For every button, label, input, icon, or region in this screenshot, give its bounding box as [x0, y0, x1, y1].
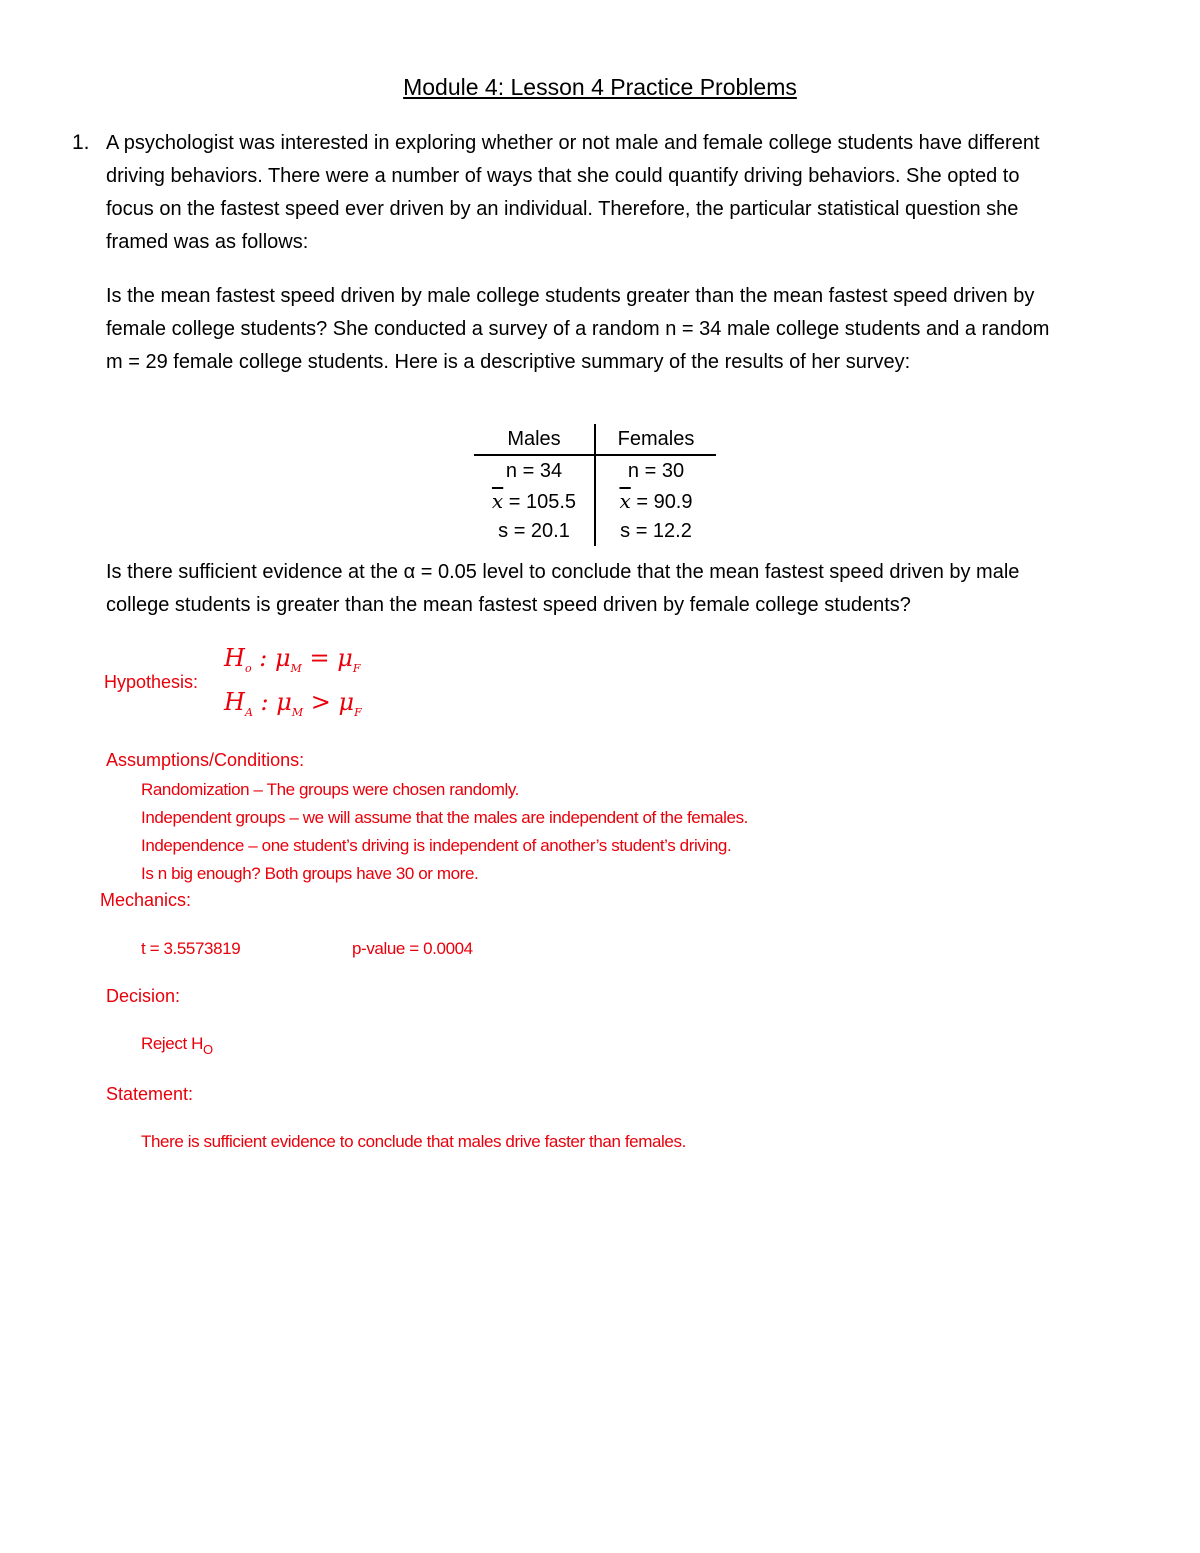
females-mean-value: = 90.9 — [636, 490, 693, 513]
h-subscript: o — [244, 662, 252, 675]
colon: : — [259, 644, 268, 672]
males-mean-value: = 105.5 — [508, 490, 577, 513]
males-sd: s = 20.1 — [474, 516, 595, 546]
colon: : — [260, 688, 269, 716]
null-hypothesis — [224, 644, 360, 675]
males-n: n = 34 — [474, 455, 595, 486]
evidence-line: college students is greater than the mean fastest speed driven by female college students? — [106, 594, 911, 616]
decision-label: Decision: — [106, 986, 181, 1006]
females-sd: s = 12.2 — [620, 519, 692, 542]
assumptions-label: Assumptions/Conditions: — [106, 750, 305, 770]
header-males: Males — [474, 424, 595, 455]
question-line: m = 29 female college students. Here is a descriptive summary of the results of her survey: — [106, 351, 911, 373]
decision-value: Reject H — [141, 1034, 203, 1053]
decision-text — [141, 1034, 213, 1057]
problem-intro — [106, 127, 1040, 259]
intro-line: A psychologist was interested in exploring whether or not male and female college students have different — [106, 132, 1040, 154]
xbar-symbol: $\overline{x}$ — [619, 488, 631, 513]
header-females: Females — [595, 424, 716, 455]
assumptions-list — [141, 776, 748, 888]
page-title: Module 4: Lesson 4 Practice Problems — [403, 74, 797, 100]
intro-line: driving behaviors. There were a number of ways that she could quantify driving behaviors. She opted to — [106, 165, 1020, 187]
females-mean — [595, 486, 716, 516]
question-line: Is the mean fastest speed driven by male college students greater than the mean fastest speed driven by — [106, 285, 1035, 307]
males-mean — [474, 486, 595, 516]
intro-line: focus on the fastest speed ever driven by an individual. Therefore, the particular statistical question she — [106, 198, 1019, 220]
evidence-line: Is there sufficient evidence at the α = 0.05 level to conclude that the mean fastest speed driven by male — [106, 561, 1020, 583]
hypothesis-label: Hypothesis: — [104, 672, 199, 692]
mu-subscript: M — [291, 706, 304, 719]
intro-line: framed was as follows: — [106, 231, 309, 253]
h-subscript: A — [244, 706, 253, 719]
operator: > — [310, 688, 331, 716]
problem-number: 1. — [72, 131, 90, 154]
females-n: n = 30 — [627, 459, 685, 482]
summary-table — [474, 424, 716, 546]
mu-symbol: μ — [274, 644, 291, 672]
mechanics-label: Mechanics: — [100, 890, 192, 910]
assumption-item: Is n big enough? Both groups have 30 or more. — [141, 864, 479, 883]
mu-symbol: μ — [337, 644, 353, 672]
statement-text: There is sufficient evidence to conclude that males drive faster than females. — [141, 1132, 686, 1151]
statement-label: Statement: — [106, 1084, 194, 1104]
h-symbol: H — [224, 688, 245, 716]
evidence-question — [106, 556, 1019, 622]
p-value: p-value = 0.0004 — [352, 939, 473, 958]
t-statistic: t = 3.5573819 — [141, 939, 241, 958]
mu-symbol: μ — [338, 688, 355, 716]
mu-symbol: μ — [276, 688, 292, 716]
alternative-hypothesis — [224, 688, 362, 719]
mu-subscript: F — [354, 706, 362, 719]
statistical-question — [106, 280, 1049, 379]
assumption-item: Independent groups – we will assume that the males are independent of the females. — [141, 808, 748, 827]
assumption-item: Randomization – The groups were chosen randomly. — [141, 780, 520, 799]
mu-subscript: F — [352, 662, 361, 675]
assumption-item: Independence – one student’s driving is independent of another’s student’s driving. — [141, 836, 732, 855]
h-symbol: H — [224, 644, 245, 672]
question-line: female college students? She conducted a survey of a random n = 34 male college students and a random — [106, 318, 1050, 340]
operator: = — [309, 644, 330, 672]
mu-subscript: M — [290, 662, 302, 675]
xbar-symbol: $\overline{x}$ — [491, 488, 504, 513]
decision-subscript: O — [203, 1042, 213, 1057]
